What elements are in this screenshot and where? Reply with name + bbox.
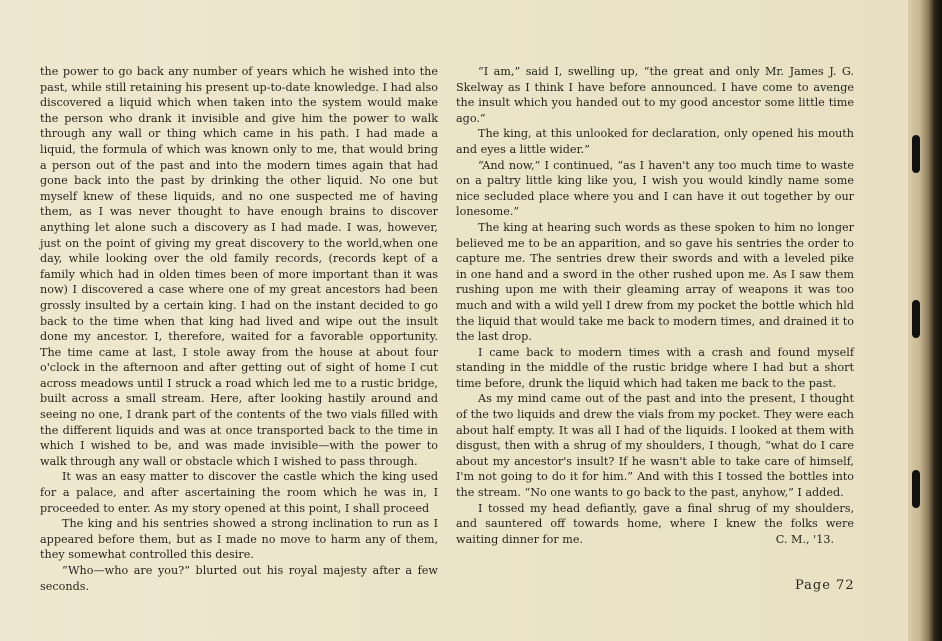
paragraph: “And now,” I continued, “as I haven't any too much time to waste on a paltry little king like you, I wish you would kindly name some nice secluded place where you and I can have it out together by our lonesome.” — [456, 158, 854, 219]
right-text-column — [456, 64, 854, 547]
author-signature: C. M., '13. — [775, 532, 834, 546]
binding-hole — [912, 300, 920, 338]
left-text-column — [40, 64, 438, 594]
paragraph: It was an easy matter to discover the castle which the king used for a palace, and after ascertaining the room which he was in, I proceeded to enter. As my story opened at this point, I shall proceed — [40, 470, 438, 515]
paragraph: the power to go back any number of years which he wished into the past, while still retaining his present up-to-date knowledge. I had also discovered a liquid which when taken into the system would make the person who drank it invisible and give him the power to walk through any wall or thing which came in his path. I had made a liquid, the formula of which was known only to me, that would bring a person out of the past and into the modern times again that had gone back into the past by drinking the other liquid. No one but myself knew of these liquids, and no one suspected me of having them, as I was never thought to have enough brains to discover anything let alone such a discovery as I had made. I was, however, just on the point of giving my great discovery to the world,when one day, while looking over the old family records, (records kept of a family which had in olden times been of more important than it was now) I discovered a case where one of my great ancestors had been grossly insulted by a certain king. I had on the instant decided to go back to the time when that king had lived and wipe out the insult done my ancestor. I, therefore, waited for a favorable opportunity. The time came at last, I stole away from the house at about four o'clock in the afternoon and after getting out of sight of home I cut across meadows until I struck a road which led me to a rustic bridge, built across a small stream. Here, after looking hastily around and seeing no one, I drank part of the contents of the two vials filled with the different liquids and was at once transported back to the time in which I wished to be, and was made invisible—with the power to walk through any wall or obstacle which I wished to pass through. — [40, 65, 438, 468]
binding-hole — [912, 470, 920, 508]
page-number: Page 72 — [795, 578, 855, 593]
paragraph: As my mind came out of the past and into the present, I thought of the two liquids and drew the vials from my pocket. They were each about half empty. It was all I had of the liquids. I looked at them with disgust, then with a shrug of my shoulders, I though, “what do I care about my ancestor's insult? If he wasn't able to take care of himself, I'm not going to do it for him.” And with this I tossed the bottles into the stream. “No one wants to go back to the past, anyhow,” I added. — [456, 392, 854, 500]
paragraph: The king, at this unlooked for declaration, only opened his mouth and eyes a little wider.” — [456, 127, 854, 156]
paragraph: I came back to modern times with a crash and found myself standing in the middle of the rustic bridge where I had but a short time before, drunk the liquid which had taken me back to the past. — [456, 345, 854, 390]
binding-hole — [912, 135, 920, 173]
paragraph: I tossed my head defiantly, gave a final shrug of my shoulders, and sauntered off towards home, where I knew the folks were waiting dinner for me. — [456, 501, 854, 546]
paragraph: “I am,” said I, swelling up, “the great and only Mr. James J. G. Skelway as I think I have before announced. I have come to avenge the insult which you handed out to my good ancestor some little time ago.” — [456, 65, 854, 125]
paragraph: The king at hearing such words as these spoken to him no longer believed me to be an apparition, and so gave his sentries the order to capture me. The sentries drew their swords and with a leveled pike in one hand and a sword in the other rushed upon me. As I saw them rushing upon me with their gleaming array of weapons it was too much and with a wild yell I drew from my pocket the bottle which hld the liquid that would take me back to modern times, and drained it to the last drop. — [456, 220, 854, 344]
paragraph: The king and his sentries showed a strong inclination to run as I appeared before them, but as I made no move to harm any of them, they somewhat controlled this desire. — [40, 517, 438, 562]
paragraph: “Who—who are you?” blurted out his royal majesty after a few seconds. — [40, 564, 438, 593]
